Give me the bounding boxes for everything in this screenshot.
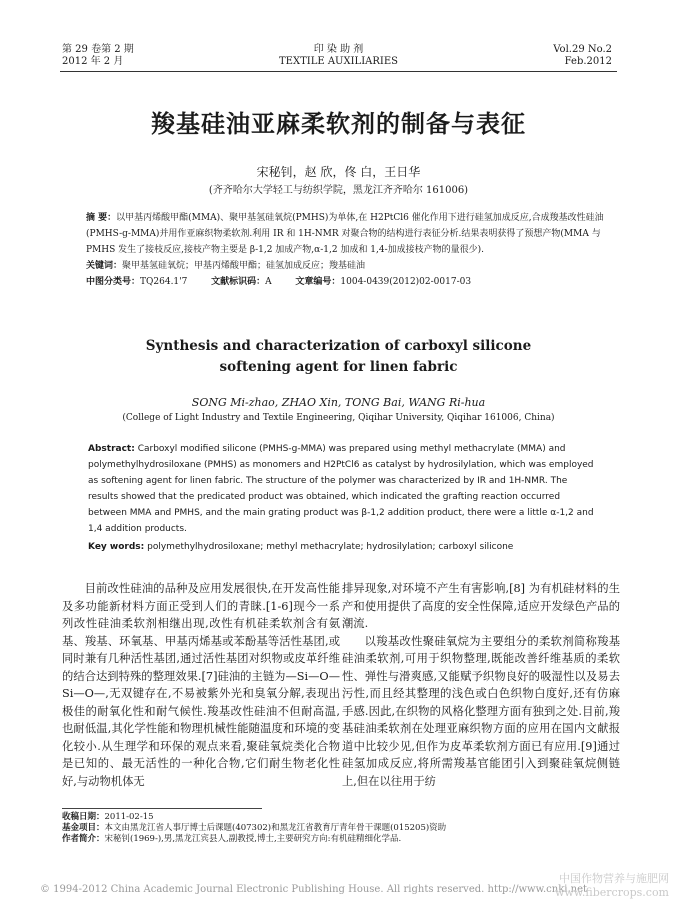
keywords-en-text: polymethylhydrosiloxane; methyl methacrylate; hydrosilylation; carboxyl silicone (147, 542, 514, 552)
issue-date-en: Feb.2012 (564, 56, 612, 67)
received-date: 2011-02-15 (104, 812, 154, 822)
article-id: 1004-0439(2012)02-0017-03 (340, 277, 472, 287)
doc-code: A (265, 277, 272, 287)
paper-title-en-line1: Synthesis and characterization of carboxyl silicone (145, 338, 532, 354)
keywords-cn-label: 关键词： (86, 261, 123, 271)
watermark-url: www.fibercrops.com (554, 886, 669, 899)
classification-line (86, 274, 606, 290)
article-id-label: 文章编号： (295, 277, 341, 287)
paper-title-cn: 羧基硅油亚麻柔软剂的制备与表征 (151, 110, 526, 138)
journal-name-cn: 印 染 助 剂 (313, 44, 364, 55)
affiliation-en: (College of Light Industry and Textile Engineering, Qiqihar University, Qiqihar 161006, China) (122, 413, 555, 423)
abstract-en-text: Carboxyl modified silicone (PMHS-g-MMA) was prepared using methyl methacrylate (MMA) and polymethylhydrosiloxane (PMHS) as monomers and H2PtCl6 as catalyst by hydrosilylation, which was employed as softening agent for linen fabric. The structure of the polymer was characterized by IR and 1H-NMR. The results showed that the predicated product was obtained, which indicated the grafting reaction occurred between MMA and PMHS, and the main grating product was β-1,2 addition product, there were a little α-1,2 and 1,4 addition products. (88, 444, 594, 534)
copyright-footer: © 1994-2012 China Academic Journal Electronic Publishing House. All rights reserved. http://www.cnki.net (40, 884, 588, 895)
keywords-en (88, 542, 600, 552)
author-bio-label: 作者简介： (62, 834, 105, 844)
paper-title-en (0, 336, 677, 378)
abstract-cn-text: 以甲基丙烯酸甲酯(MMA)、聚甲基氢硅氧烷(PMHS)为单体,在 H2PtCl6 催化作用下进行硅氢加成反应,合成羧基改性硅油(PMHS-g-MMA)并用作亚麻织物柔软剂.利用 IR 和 1H-NMR 对聚合物的结构进行表征分析.结果表明获得了预想产物(MMA 与 PMHS 发生了接枝反应,接枝产物主要是 β-1,2 加成产物,α-1,2 加成和 1,4-加成接枝产物的量很少). (86, 213, 604, 255)
fund-label: 基金项目： (62, 823, 105, 833)
issue-volume-en: Vol.29 No.2 (553, 44, 612, 55)
journal-issue-en (553, 44, 612, 68)
keywords-cn-text: 聚甲基氢硅氧烷；甲基丙烯酸甲酯；硅氢加成反应；羧基硅油 (122, 261, 366, 271)
footnote-rule (62, 808, 262, 809)
watermark-cn: 中国作物营养与施肥网 (559, 872, 669, 885)
body-paragraph: 以羧基改性聚硅氧烷为主要组分的柔软剂简称羧基硅油柔软剂,可用于织物整理,既能改善纤维基质的柔软性、弹性与滑爽感,又能赋予织物良好的吸湿性以及易去污性,而且经其整理的浅色或白色织物白度好,还有仿麻手感.因此,在织物的风格化整理方面有独到之处.目前,羧基硅油柔软剂在处理亚麻织物方面的应用在国内文献报道中比较少见,但作为皮革柔软剂方面已有应用.[9]通过硅氢加成反应,将所需羧基官能团引入到聚硅氧烷侧链上,但在以往用于纺 (342, 634, 620, 788)
issue-volume-cn: 第 29 卷第 2 期 (62, 44, 134, 55)
watermark (555, 872, 669, 900)
issue-date-cn: 2012 年 2 月 (62, 56, 124, 67)
body-paragraph: 目前改性硅油的品种及应用发展很快,在开发高性能及多功能新材料方面正受到人们的青睐.[1-6]现今一系列改性硅油柔软剂相继出现,改性有机硅柔软剂含有氨基、羧基、环氧基、甲基丙烯基或苯酚基等活性基团,或同时兼有几种活性基团,通过活性基团对织物或皮革纤维的结合达到特殊的整理效果.[7]硅油的主链为—Si—O—Si—O—,无双键存在,不易被紫外光和臭氧分解,表现出极佳的耐氧化性和耐气候性.羧基改性硅油不但耐高温,也耐低温,其化学性能和物理机械性能随温度和环境的变化较小.从生理学和环保的观点来看,聚硅氧烷类化合物是已知的、最无活性的一种化合物,它们耐生物老化性好,与动物机体无 (62, 582, 340, 788)
abstract-en (88, 441, 600, 537)
abstract-cn-label: 摘 要： (86, 213, 117, 223)
body-column-left (62, 580, 340, 790)
clc-code: TQ264.1'7 (140, 277, 188, 287)
abstract-cn (86, 210, 606, 290)
doc-code-label: 文献标识码： (211, 277, 266, 287)
paper-title-en-line2: softening agent for linen fabric (219, 359, 458, 375)
author-bio-text: 宋秘钊(1969-),男,黑龙江宾县人,副教授,博士,主要研究方向:有机硅精细化学品. (104, 834, 402, 844)
body-paragraph: 排异现象,对环境不产生有害影响,[8] 为有机硅材料的生产和使用提供了高度的安全性保障,适应开发绿色产品的潮流. (342, 582, 620, 630)
authors-cn: 宋秘钊，赵 欣，佟 白，王日华 (256, 165, 421, 179)
authors-en: SONG Mi-zhao, ZHAO Xin, TONG Bai, WANG Ri-hua (191, 396, 486, 409)
affiliation-cn: (齐齐哈尔大学轻工与纺织学院，黑龙江齐齐哈尔 161006) (208, 185, 469, 196)
clc-label: 中图分类号： (86, 277, 141, 287)
journal-name-en: TEXTILE AUXILIARIES (279, 56, 398, 67)
abstract-en-label: Abstract: (88, 444, 135, 454)
footnotes (62, 812, 622, 845)
received-label: 收稿日期： (62, 812, 105, 822)
body-column-right (342, 580, 620, 790)
header-rule (60, 71, 617, 72)
keywords-en-label: Key words: (88, 542, 145, 552)
fund-text: 本文由黑龙江省人事厅博士后课题(407302)和黑龙江省教育厅青年骨干课题(015205)资助 (104, 823, 447, 833)
